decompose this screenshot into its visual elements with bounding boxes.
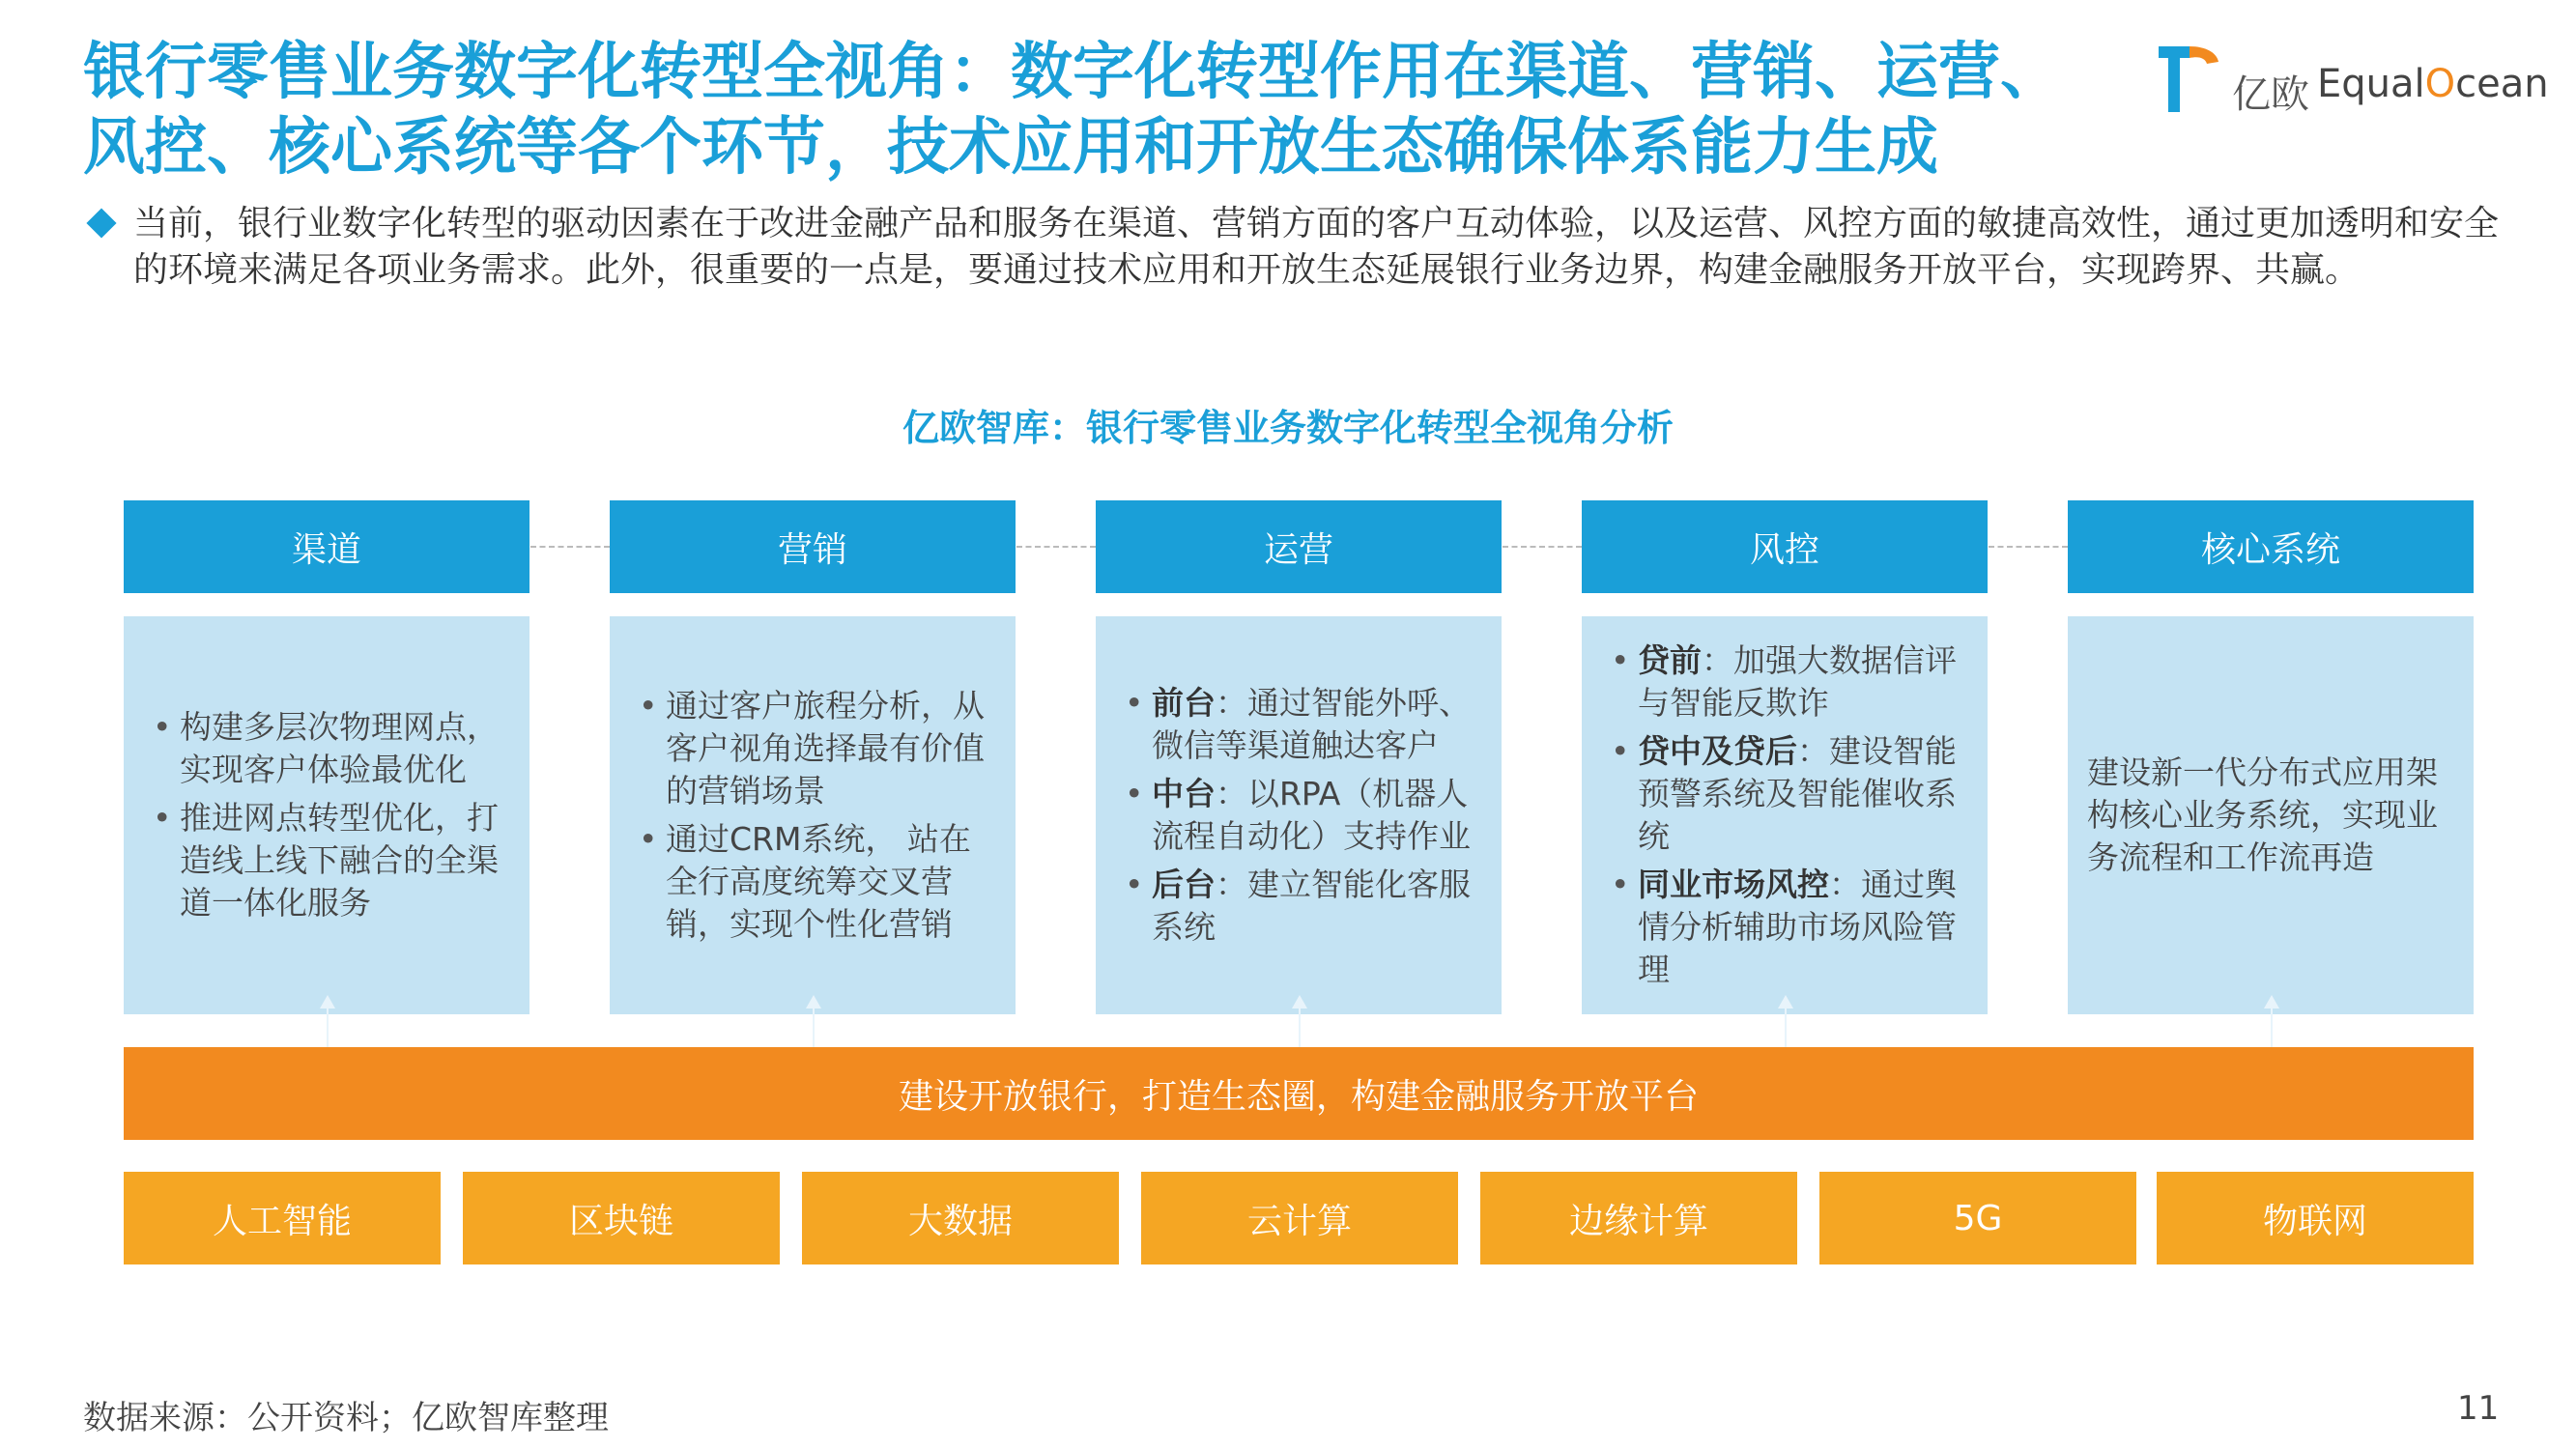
column-body-channel [124, 616, 530, 1014]
equalocean-logo-icon [2155, 39, 2222, 116]
column-header-channel: 渠道 [124, 500, 530, 593]
connector-line [1016, 546, 1096, 548]
list-item: • 同业市场风控：通过舆情分析辅助市场风险管理 [1599, 864, 1970, 991]
logo-en-text: EqualOcean [2317, 62, 2549, 106]
logo-cn-text: 亿欧 [2232, 72, 2309, 117]
connector-line [530, 546, 610, 548]
list-item: • 贷前：加强大数据信评与智能反欺诈 [1599, 639, 1970, 724]
tech-big-data: 大数据 [802, 1172, 1119, 1264]
connector-line [1989, 546, 2068, 548]
column-body-marketing [610, 616, 1016, 1014]
list-item: • 中台：以RPA（机器人流程自动化）支持作业 [1113, 773, 1484, 858]
column-body-core-system [2068, 616, 2474, 1014]
connector-line [1503, 546, 1582, 548]
tech-cloud-computing: 云计算 [1141, 1172, 1458, 1264]
intro-text: 当前，银行业数字化转型的驱动因素在于改进金融产品和服务在渠道、营销方面的客户互动体验，以及运营、风控方面的敏捷高效性，通过更加透明和安全的环境来满足各项业务需求。此外，很重要的一点是，要通过技术应用和开放生态延展银行业务边界，构建金融服务开放平台，实现跨界、共赢。 [133, 204, 2500, 290]
column-body-risk-control [1582, 616, 1988, 1014]
list-item: • 前台：通过智能外呼、微信等渠道触达客户 [1113, 682, 1484, 767]
open-platform-bar: 建设开放银行，打造生态圈，构建金融服务开放平台 [124, 1047, 2474, 1140]
column-header-marketing: 营销 [610, 500, 1016, 593]
diamond-bullet-icon [86, 208, 116, 238]
tech-5g: 5G [1819, 1172, 2136, 1264]
tech-iot: 物联网 [2157, 1172, 2474, 1264]
list-item: • 通过客户旅程分析，从客户视角选择最有价值的营销场景 [627, 685, 998, 812]
tech-ai: 人工智能 [124, 1172, 441, 1264]
equalocean-logo [2155, 39, 2549, 126]
column-header-core-system: 核心系统 [2068, 500, 2474, 593]
tech-blockchain: 区块链 [463, 1172, 780, 1264]
list-item: • 推进网点转型优化，打造线上线下融合的全渠道一体化服务 [141, 797, 512, 924]
intro-paragraph [83, 201, 2499, 294]
page-number: 11 [2457, 1389, 2500, 1428]
list-item: • 贷中及贷后：建设智能预警系统及智能催收系统 [1599, 730, 1970, 858]
list-item: • 构建多层次物理网点，实现客户体验最优化 [141, 706, 512, 791]
column-body-operations [1096, 616, 1502, 1014]
list-item: • 后台：建立智能化客服系统 [1113, 864, 1484, 949]
list-item: • 通过CRM系统， 站在全行高度统筹交叉营销，实现个性化营销 [627, 818, 998, 946]
column-header-operations: 运营 [1096, 500, 1502, 593]
page-title: 银行零售业务数字化转型全视角：数字化转型作用在渠道、营销、运营、风控、核心系统等各个环节，技术应用和开放生态确保体系能力生成 [83, 37, 2062, 184]
tech-edge-computing: 边缘计算 [1480, 1172, 1797, 1264]
data-source-note: 数据来源：公开资料；亿欧智库整理 [83, 1399, 609, 1437]
diagram-subtitle: 亿欧智库：银行零售业务数字化转型全视角分析 [902, 407, 1674, 449]
core-system-text: 建设新一代分布式应用架构核心业务系统，实现业务流程和工作流再造 [2087, 753, 2438, 876]
column-header-risk-control: 风控 [1582, 500, 1988, 593]
